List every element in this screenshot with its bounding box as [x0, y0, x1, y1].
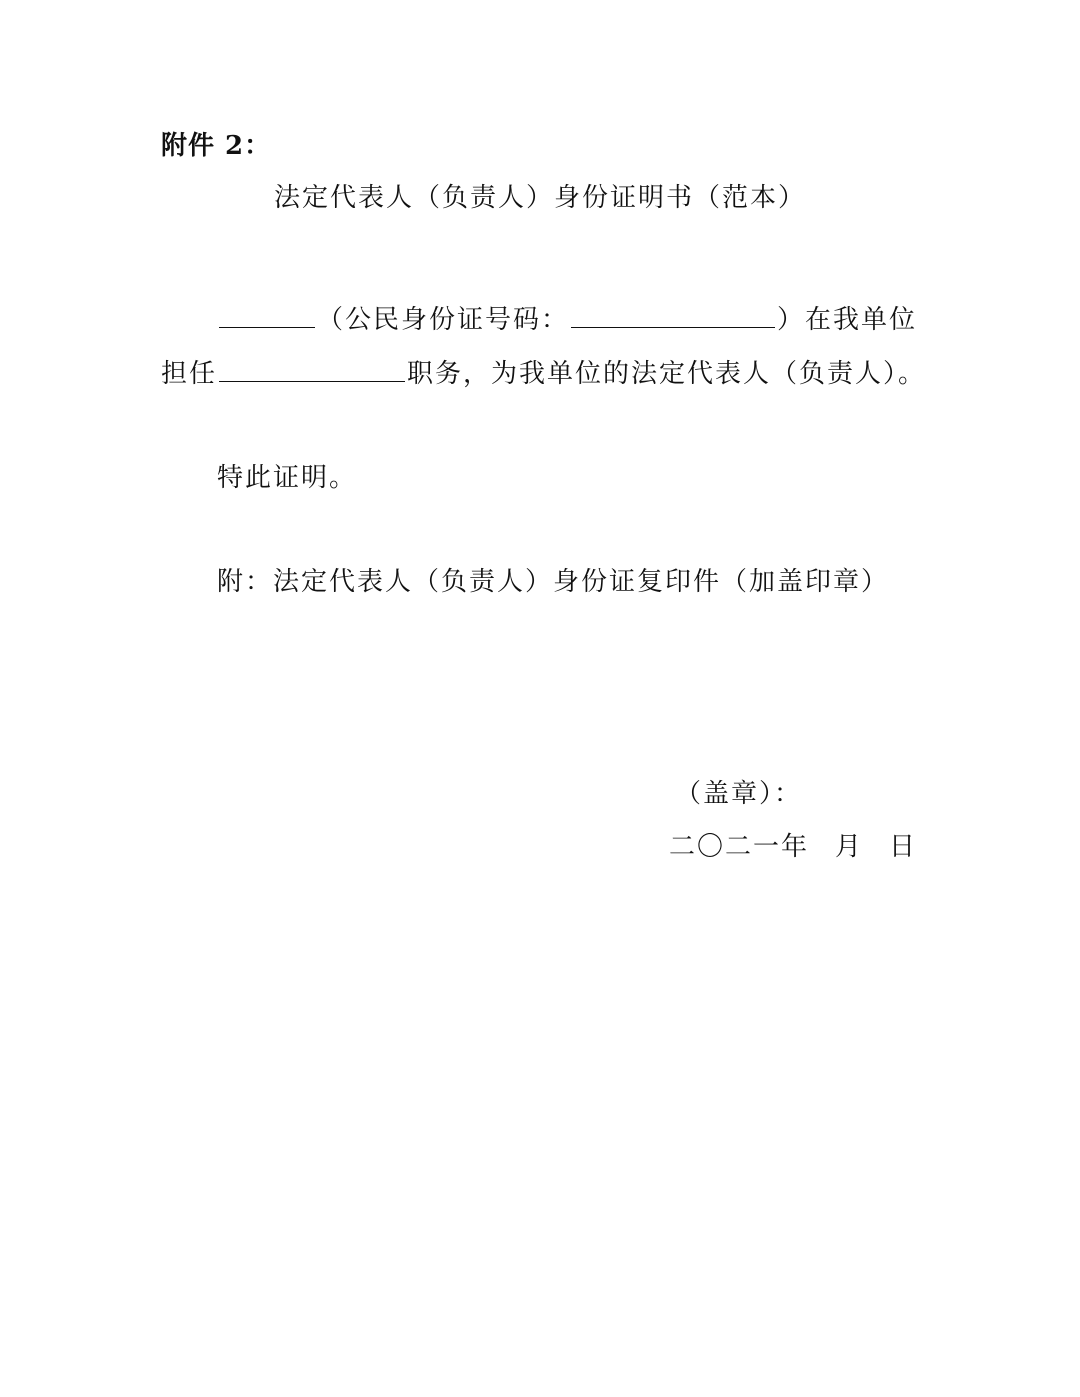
paragraph-1-text-a: （公民身份证号码：: [317, 305, 570, 335]
appendix-note: 附：法定代表人（负责人）身份证复印件（加盖印章）: [217, 567, 890, 597]
date-year: 二〇二一年: [669, 832, 810, 862]
paragraph-2-text-b: 职务，为我单位的法定代表人（负责人）。: [407, 359, 927, 389]
paragraph-1: [217, 301, 917, 337]
document-title: 法定代表人（负责人）身份证明书（范本）: [274, 183, 807, 213]
date-month: 月: [835, 832, 864, 862]
name-blank-field[interactable]: [219, 301, 315, 328]
date-day: 日: [889, 832, 918, 862]
date-line: [669, 830, 917, 864]
id-number-blank-field[interactable]: [571, 301, 775, 328]
attachment-label: 附件 2：: [161, 131, 272, 161]
position-blank-field[interactable]: [219, 355, 405, 382]
certify-statement: 特此证明。: [217, 463, 358, 493]
seal-label: （盖章）：: [675, 779, 803, 809]
paragraph-2: [161, 355, 926, 391]
paragraph-1-text-b: ）在我单位: [777, 305, 918, 335]
paragraph-2-text-a: 担任: [161, 359, 218, 389]
